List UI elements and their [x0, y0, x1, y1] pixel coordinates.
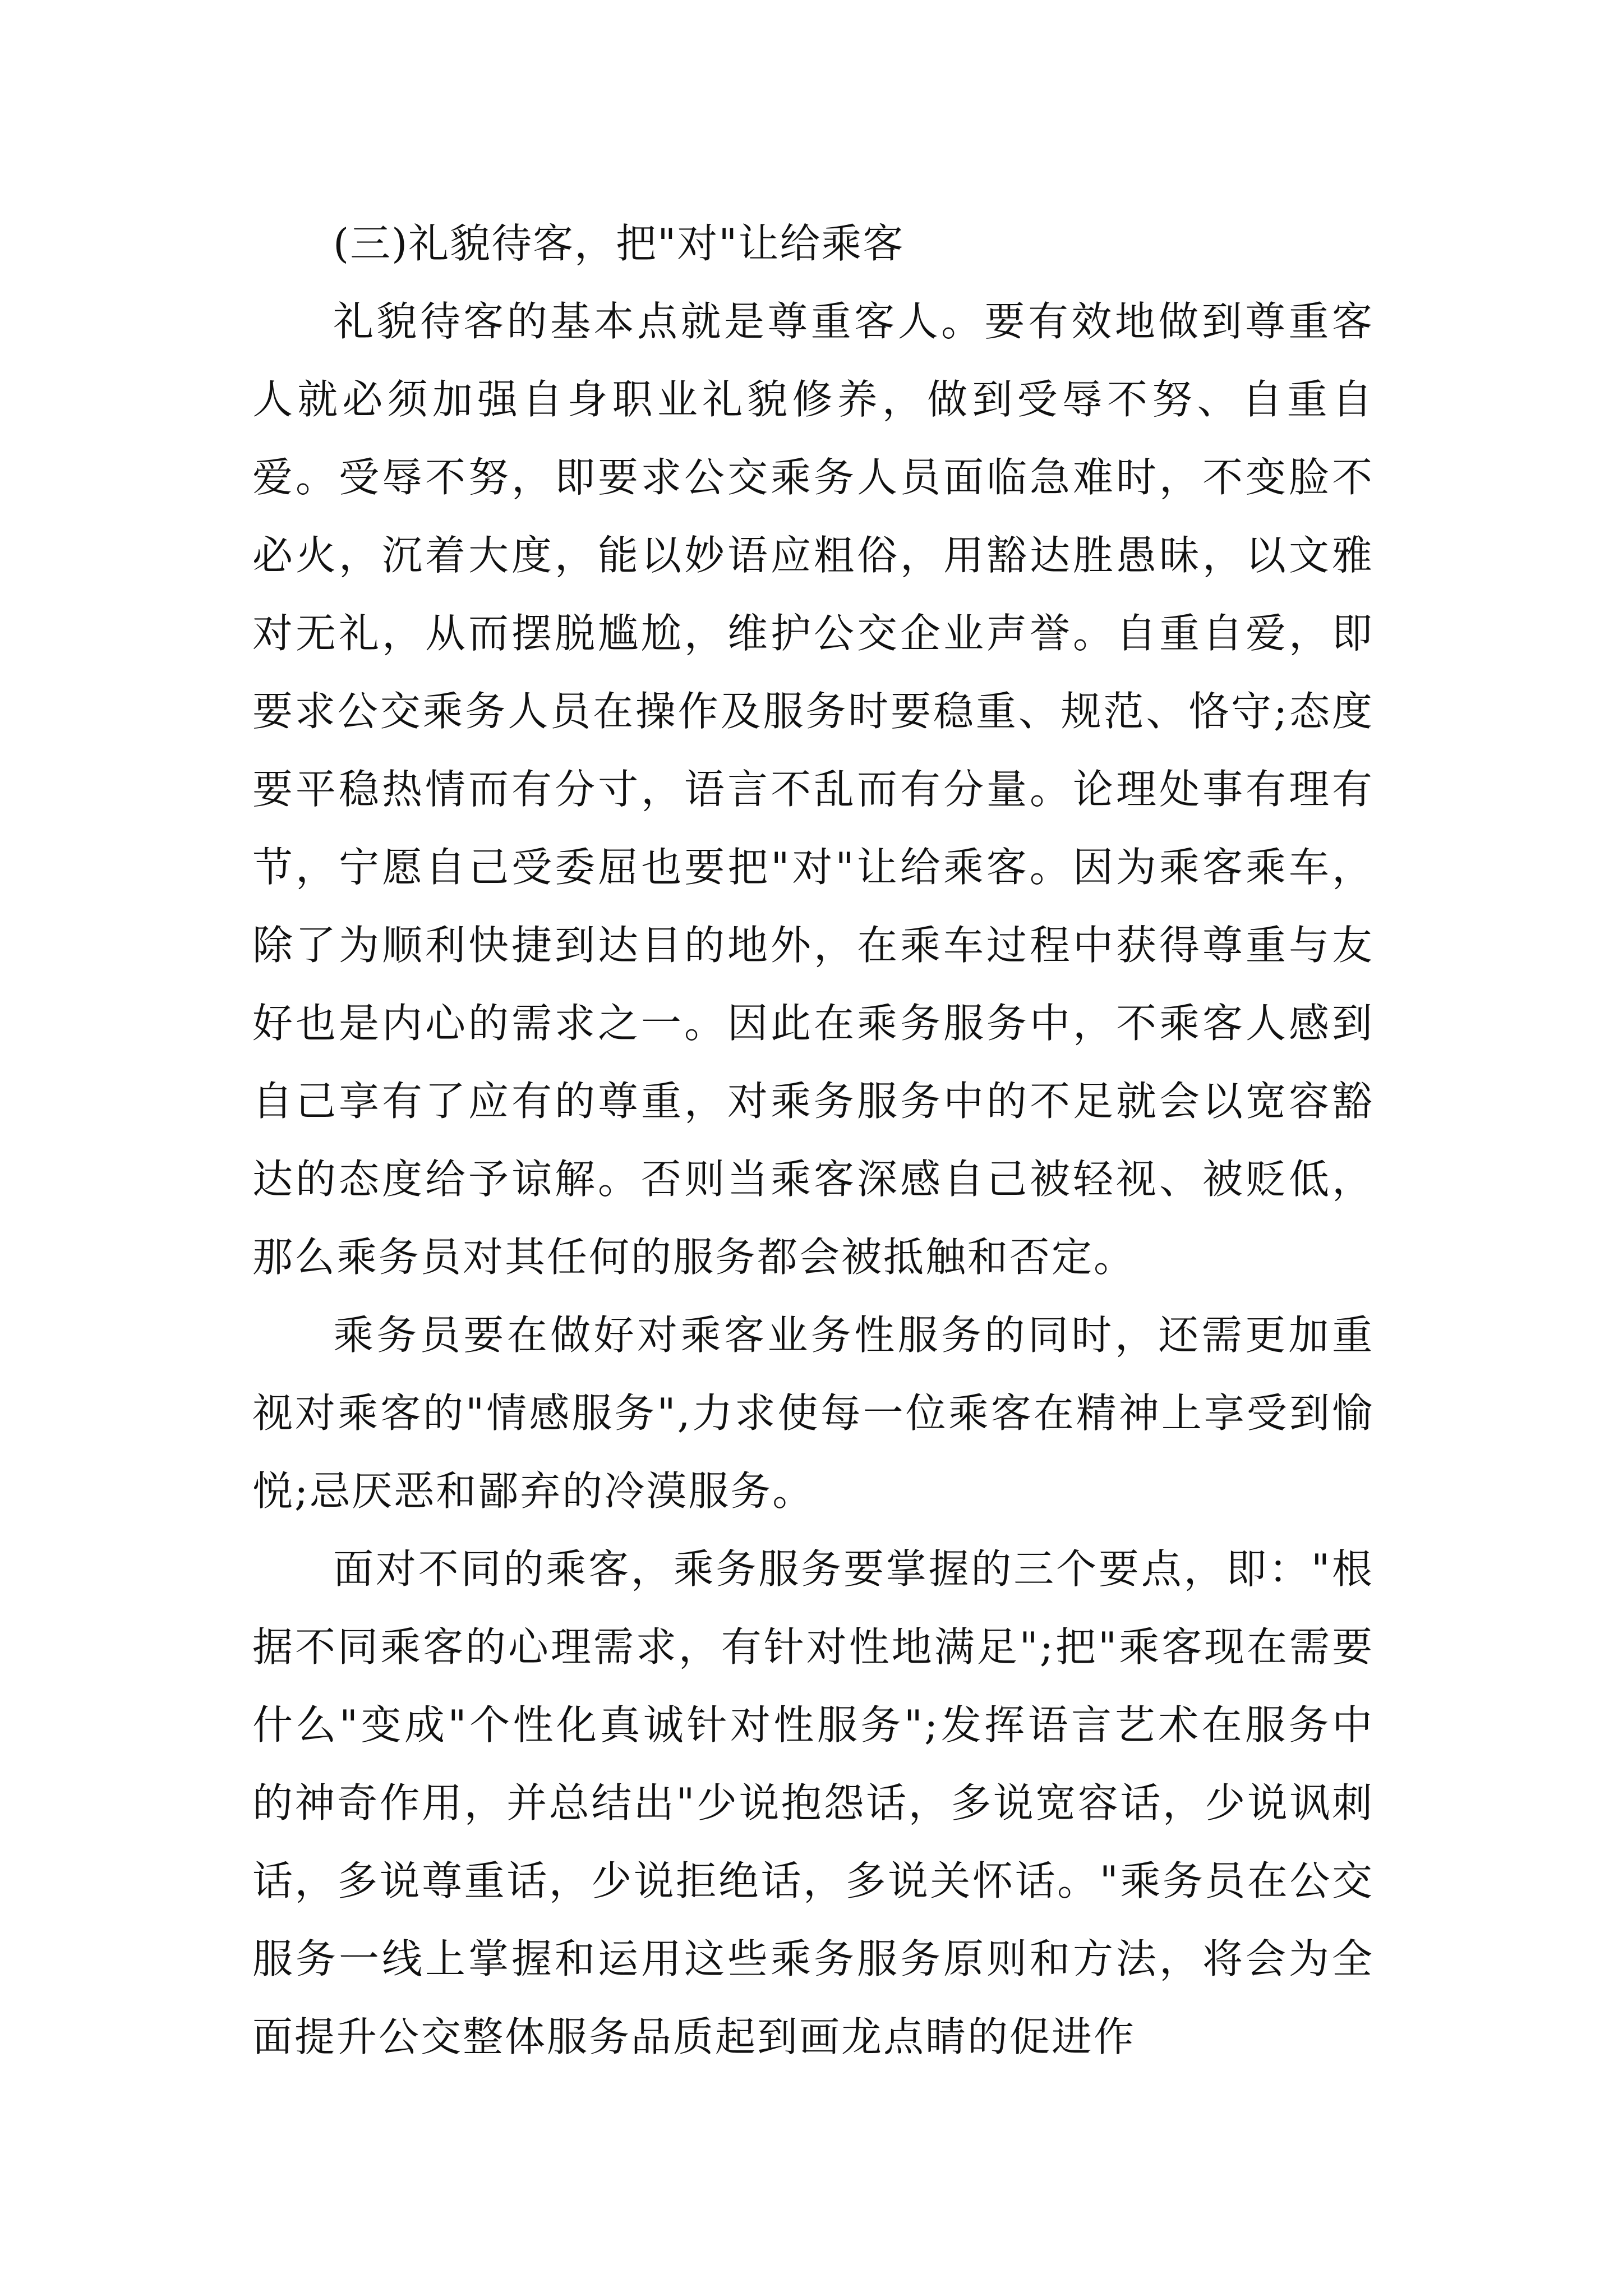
paragraph-emotional-service: 乘务员要在做好对乘客业务性服务的同时，还需更加重视对乘客的"情感服务",力求使每一位乘客在精神上享受到愉悦;忌厌恶和鄙弃的冷漠服务。 [252, 1312, 1374, 1515]
document-body [252, 205, 1374, 2076]
paragraph-respect: 礼貌待客的基本点就是尊重客人。要有效地做到尊重客人就必须加强自身职业礼貌修养，做到受辱不努、自重自爱。受辱不努，即要求公交乘务人员面临急难时，不变脸不必火，沉着大度，能以妙语应粗俗，用豁达胜愚昧，以文雅对无礼，从而摆脱尴尬，维护公交企业声誉。自重自爱，即要求公交乘务人员在操作及服务时要稳重、规范、恪守;态度要平稳热情而有分寸，语言不乱而有分量。论理处事有理有节，宁愿自己受委屈也要把"对"让给乘客。因为乘客乘车，除了为顺利快捷到达目的地外，在乘车过程中获得尊重与友好也是内心的需求之一。因此在乘务服务中，不乘客人感到自己享有了应有的尊重，对乘务服务中的不足就会以宽容豁达的态度给予谅解。否则当乘客深感自己被轻视、被贬低，那么乘务员对其任何的服务都会被抵触和否定。 [252, 298, 1374, 1281]
paragraph-key-points: 面对不同的乘客，乘务服务要掌握的三个要点，即："根据不同乘客的心理需求，有针对性地满足";把"乘客现在需要什么"变成"个性化真诚针对性服务";发挥语言艺术在服务中的神奇作用，并总结出"少说抱怨话，多说宽容话，少说讽刺话，多说尊重话，少说拒绝话，多说关怀话。"乘务员在公交服务一线上掌握和运用这些乘务服务原则和方法，将会为全面提升公交整体服务品质起到画龙点睛的促进作 [252, 1545, 1374, 2060]
section-heading: (三)礼貌待客，把"对"让给乘客 [333, 220, 905, 267]
